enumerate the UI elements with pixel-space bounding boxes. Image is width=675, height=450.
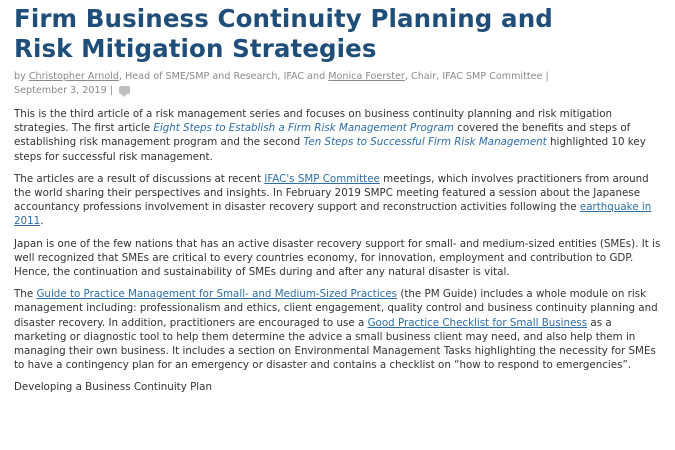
author2-role: , Chair, IFAC SMP Committee | [404,71,549,82]
byline-prefix: by [14,71,29,82]
p2-text-3: . [40,215,44,228]
comment-bubble-icon[interactable] [119,86,130,94]
link-eight-steps[interactable]: Eight Steps to Establish a Firm Risk Management Program [153,122,454,135]
publish-date: September 3, 2019 | [14,85,113,96]
p1-text-1: This is the third article of a risk management series and focuses on business continuity planning and risk mitigation strategies. The first article [14,108,613,135]
paragraph-intro [14,107,661,164]
article-title [14,4,661,64]
p1-text-3: highlighted 10 key steps for successful risk management. [14,136,646,163]
p1-text-2: covered the benefits and steps of establishing risk management program and the second [14,122,631,149]
p4-text-2: (the PM Guide) includes a whole module on risk management including: professionalism and ethics, client engagement, quality control and business continuity planning and disaster recovery. In addition, practitioners are encouraged to use a [14,288,658,329]
author-link-christopher-arnold[interactable]: Christopher Arnold [28,71,119,82]
p4-text-3: as a marketing or diagnostic tool to help them determine the advice a small business client may need, and also help them in managing their own business. It includes a section on Environmental Management Tasks highlighting the necessity for SMEs to have a contingency plan for an emergency or disaster and contains a checklist on “how to respond to emergencies”. [14,316,656,372]
paragraph-discussions [14,172,661,229]
paragraph-japan: Japan is one of the few nations that has an active disaster recovery support for small- and medium-sized entities (SMEs). It is well recognized that SMEs are critical to every countries economy, for innovation, employment and contribution to GDP. Hence, the continuation and sustainability of SMEs during and after any natural disaster is vital. [14,237,661,279]
link-ten-steps[interactable]: Ten Steps to Successful Firm Risk Management [303,136,547,149]
link-good-practice-checklist[interactable]: Good Practice Checklist for Small Business [367,316,588,329]
section-heading-bcp: Developing a Business Continuity Plan [14,381,212,394]
author-link-monica-foerster[interactable]: Monica Foerster [328,71,405,82]
p2-text-2: meetings, which involves practitioners from around the world sharing their perspectives and insights. In February 2019 SMPC meeting featured a session about the Japanese accountancy professions involvement in disaster recovery support and reconstruction activities following the [14,172,649,214]
link-earthquake-2011[interactable]: earthquake in 2011 [14,201,652,228]
title-line-1: Firm Business Continuity Planning and [14,4,553,33]
link-smp-committee[interactable]: IFAC's SMP Committee [264,172,380,185]
title-line-2: Risk Mitigation Strategies [14,34,377,63]
p2-text-1: The articles are a result of discussions at recent [14,172,265,185]
p4-text-1: The [14,288,37,301]
author1-role: , Head of SME/SMP and Research, IFAC and [118,71,329,82]
link-pm-guide[interactable]: Guide to Practice Management for Small- and Medium-Sized Practices [36,288,398,301]
byline [14,70,661,98]
article-body [14,107,661,395]
paragraph-pm-guide [14,287,661,372]
